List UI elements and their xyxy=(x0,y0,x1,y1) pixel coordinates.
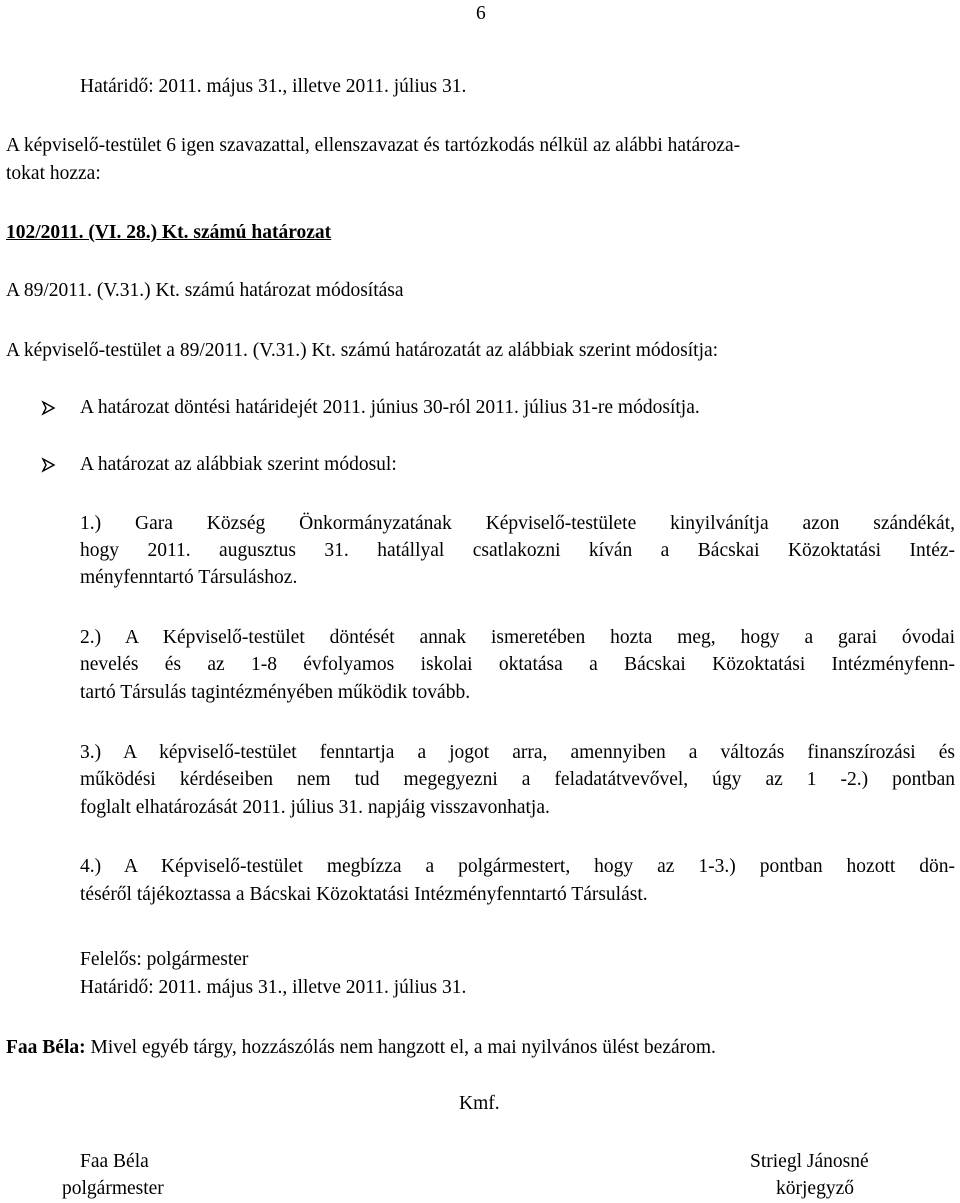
resolution-heading: 102/2011. (VI. 28.) Kt. számú határozat xyxy=(6,222,332,243)
arrow-bullet-icon xyxy=(41,400,57,416)
responsible: Felelős: polgármester xyxy=(80,949,249,970)
item-1-line-2: hogy 2011. augusztus 31. hatállyal csatlakozni kíván a Bácskai Közoktatási Intéz- xyxy=(80,540,955,561)
resolution-subject: A 89/2011. (V.31.) Kt. számú határozat módosítása xyxy=(6,280,404,301)
page-number: 6 xyxy=(476,3,486,24)
item-3-line-2: működési kérdéseiben nem tud megegyezni a feladatátvevővel, úgy az 1 -2.) pontban xyxy=(80,769,955,790)
deadline-top: Határidő: 2011. május 31., illetve 2011. július 31. xyxy=(80,76,467,97)
signature-right-name: Striegl Jánosné xyxy=(750,1151,869,1172)
signature-right-title: körjegyző xyxy=(776,1178,854,1199)
closing-statement xyxy=(6,1036,716,1060)
bullet-item-1: A határozat döntési határidejét 2011. június 30-ról 2011. július 31-re módosítja. xyxy=(80,397,700,418)
signature-left-name: Faa Béla xyxy=(80,1151,149,1172)
vote-text-line-2: tokat hozza: xyxy=(6,163,101,184)
item-4-line-1: 4.) A Képviselő-testület megbízza a polgármestert, hogy az 1-3.) pontban hozott dön- xyxy=(80,856,955,877)
closing-speaker: Faa Béla: xyxy=(6,1037,86,1058)
item-4-line-2: téséről tájékoztassa a Bácskai Közoktatási Intézményfenntartó Társulást. xyxy=(80,884,648,905)
deadline-bottom: Határidő: 2011. május 31., illetve 2011. július 31. xyxy=(80,977,467,998)
arrow-bullet-icon xyxy=(41,457,57,473)
item-3-line-3: foglalt elhatározását 2011. július 31. napjáig visszavonhatja. xyxy=(80,797,550,818)
bullet-item-2: A határozat az alábbiak szerint módosul: xyxy=(80,454,397,475)
item-2-line-3: tartó Társulás tagintézményében működik tovább. xyxy=(80,682,471,703)
signature-left-title: polgármester xyxy=(62,1178,164,1199)
item-3-line-1: 3.) A képviselő-testület fenntartja a jogot arra, amennyiben a változás finanszírozási és xyxy=(80,742,955,763)
closing-text: Mivel egyéb tárgy, hozzászólás nem hangzott el, a mai nyilvános ülést bezárom. xyxy=(85,1037,716,1058)
item-1-line-1: 1.) Gara Község Önkormányzatának Képviselő-testülete kinyilvánítja azon szándékát, xyxy=(80,513,955,534)
item-1-line-3: ményfenntartó Társuláshoz. xyxy=(80,567,298,588)
kmf-label: Kmf. xyxy=(459,1093,500,1114)
intro-text: A képviselő-testület a 89/2011. (V.31.) Kt. számú határozatát az alábbiak szerint módosítja: xyxy=(6,340,719,361)
item-2-line-2: nevelés és az 1-8 évfolyamos iskolai oktatása a Bácskai Közoktatási Intézményfenn- xyxy=(80,654,955,675)
item-2-line-1: 2.) A Képviselő-testület döntését annak ismeretében hozta meg, hogy a garai óvodai xyxy=(80,627,955,648)
vote-text-line-1: A képviselő-testület 6 igen szavazattal, ellenszavazat és tartózkodás nélkül az alábbi határoza- xyxy=(6,135,741,156)
